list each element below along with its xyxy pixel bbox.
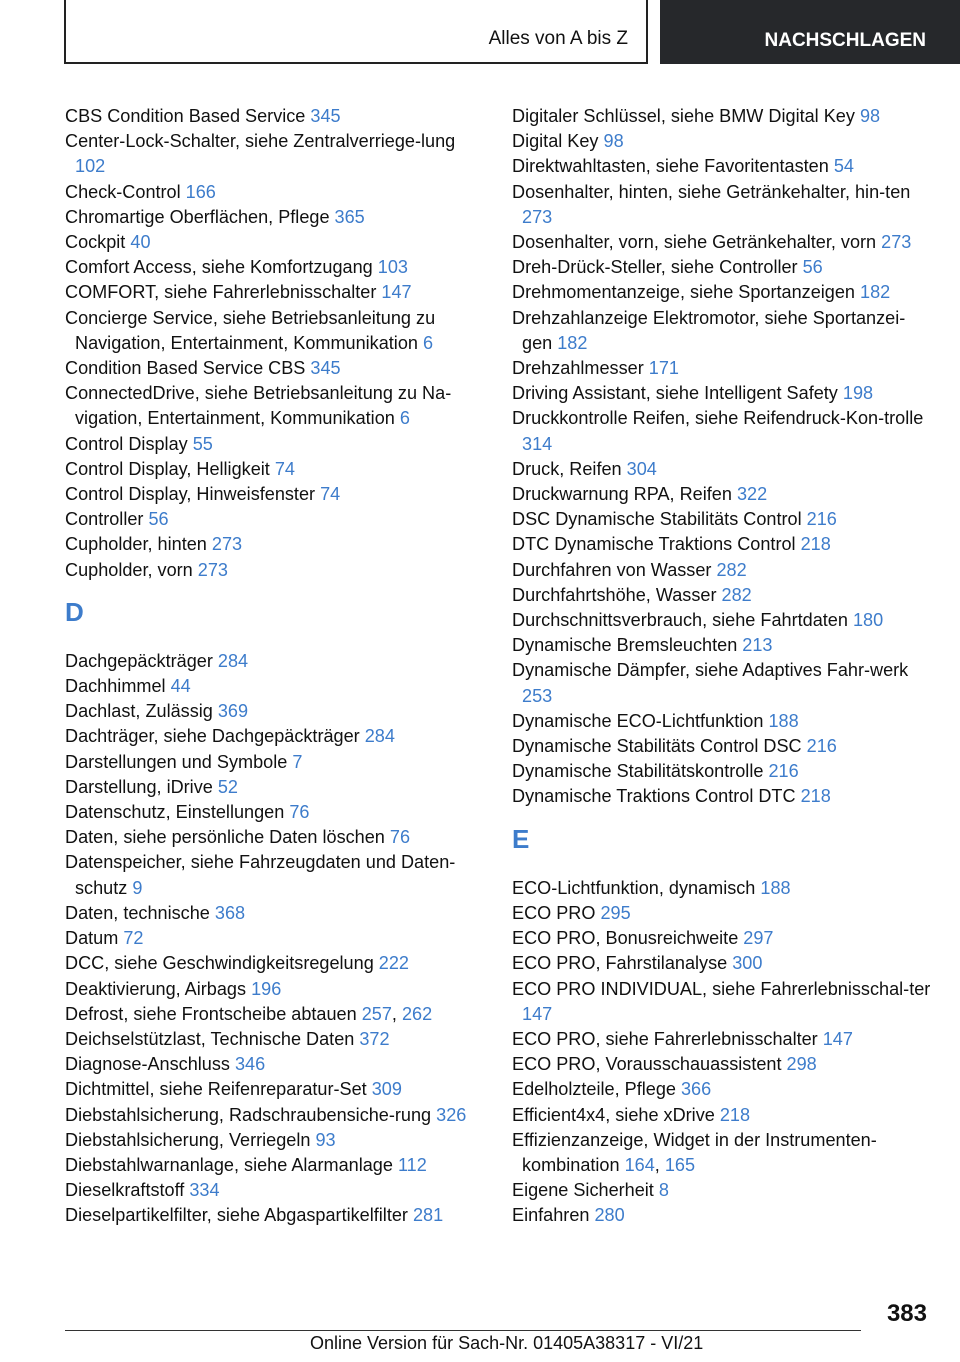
- page-reference-link[interactable]: 284: [364, 726, 395, 747]
- index-entry: [65, 1153, 485, 1178]
- index-entry-term: Center-Lock-Schalter, siehe Zentralverriege‐lung: [65, 131, 456, 152]
- index-entry: [65, 457, 485, 482]
- page-reference-link[interactable]: 98: [603, 131, 624, 152]
- index-entry-term: Control Display: [65, 433, 193, 454]
- index-entry: [512, 1052, 932, 1077]
- index-entry: [512, 306, 932, 356]
- index-column-right: [512, 104, 932, 1229]
- index-entry: [65, 674, 485, 699]
- index-entry: [512, 507, 932, 532]
- header-section-box: [64, 0, 648, 64]
- page-reference-link[interactable]: 334: [189, 1180, 220, 1201]
- page-reference-link[interactable]: 56: [802, 257, 823, 278]
- page-reference-link[interactable]: 76: [289, 802, 310, 823]
- index-entry-term: Concierge Service, siehe Betriebsanleitung zu Navigation, Entertainment, Kommunikation: [65, 307, 436, 353]
- index-entry-term: DCC, siehe Geschwindigkeitsregelung: [65, 953, 379, 974]
- index-entry: [65, 356, 485, 381]
- index-entry: [65, 558, 485, 583]
- footer-divider: [65, 1330, 861, 1331]
- index-entry: [512, 230, 932, 255]
- index-entry-term: Edelholzteile, Pflege: [512, 1079, 681, 1100]
- index-entry-term: Defrost, siehe Frontscheibe abtauen: [65, 1003, 362, 1024]
- index-entry: [65, 129, 485, 179]
- index-entry-term: ECO PRO INDIVIDUAL, siehe Fahrerlebnisschal‐ter: [512, 978, 931, 999]
- index-entry-term: Diebstahlsicherung, Verriegeln: [65, 1129, 316, 1150]
- page-reference-link[interactable]: 273: [211, 534, 243, 555]
- index-entry-term: Durchfahren von Wasser: [512, 559, 717, 580]
- index-letter-heading: D: [65, 596, 84, 627]
- index-entry: Effizienzanzeige, Widget in der Instrumenten‐kombination 164, 165: [512, 1129, 877, 1175]
- index-entry-term: Dosenhalter, vorn, siehe Getränkehalter, vorn: [512, 232, 882, 253]
- index-entry-term: Dachlast, Zulässig: [65, 701, 218, 722]
- index-entry-term: DTC Dynamische Traktions Control: [512, 534, 801, 555]
- index-entry: [65, 104, 485, 129]
- page-reference-link[interactable]: 147: [522, 1003, 553, 1024]
- index-entry: [65, 649, 485, 674]
- index-entry: [512, 926, 932, 951]
- page-reference-link[interactable]: 345: [310, 358, 341, 379]
- page-reference-link[interactable]: 165: [664, 1154, 696, 1175]
- index-entry: [65, 951, 485, 976]
- page-reference-link[interactable]: 314: [522, 433, 553, 454]
- index-entry: [65, 1027, 485, 1052]
- page-reference-link[interactable]: 166: [185, 181, 216, 202]
- page-reference-link[interactable]: 218: [800, 534, 831, 555]
- page-reference-link[interactable]: 188: [768, 710, 799, 731]
- index-entry-term: Druckkontrolle Reifen, siehe Reifendruck-Kon‐trolle: [512, 408, 924, 429]
- index-entry: [512, 180, 932, 230]
- index-entry-term: Dieselpartikelfilter, siehe Abgaspartikelfilter: [65, 1205, 413, 1226]
- index-entry: [512, 759, 932, 784]
- index-entry-term: Dynamische Stabilitätskontrolle: [512, 761, 769, 782]
- index-entry-term: Direktwahltasten, siehe Favoritentasten: [512, 156, 834, 177]
- page-reference-link[interactable]: 74: [274, 458, 295, 479]
- index-entry: [512, 658, 932, 708]
- index-entry-term: Eigene Sicherheit: [512, 1180, 659, 1201]
- page-reference-link[interactable]: 6: [422, 332, 434, 353]
- index-entry-term: Dieselkraftstoff: [65, 1180, 190, 1201]
- page-reference-link[interactable]: 326: [436, 1104, 467, 1125]
- index-entry: [65, 724, 485, 749]
- index-entry: [512, 457, 932, 482]
- page-reference-link[interactable]: 93: [315, 1129, 336, 1150]
- page-reference-link[interactable]: 98: [859, 106, 881, 126]
- index-entry-term: Deaktivierung, Airbags: [65, 978, 252, 999]
- page-reference-link[interactable]: 216: [768, 761, 799, 782]
- page-reference-link[interactable]: 282: [716, 559, 747, 580]
- index-entry: [512, 532, 932, 557]
- index-entry-term: Datenschutz, Einstellungen: [65, 802, 290, 823]
- index-entry: [65, 800, 485, 825]
- page-reference-link[interactable]: 76: [389, 827, 411, 848]
- index-entry-term: Driving Assistant, siehe Intelligent Safety: [512, 383, 843, 404]
- footer-online-version: Online Version für Sach-Nr. 01405A38317 - VI/21: [310, 1333, 704, 1353]
- page-reference-link[interactable]: 44: [170, 676, 191, 697]
- index-entry-term: Daten, technische: [65, 902, 215, 923]
- index-entry-term: Dynamische Traktions Control DTC: [512, 786, 801, 807]
- page-reference-link[interactable]: 147: [822, 1028, 853, 1049]
- index-entry-term: ECO PRO: [512, 902, 601, 923]
- index-entry-term: Effizienzanzeige, Widget in der Instrumenten‐kombination: [512, 1129, 877, 1175]
- index-entry-term: Chromartige Oberflächen, Pflege: [65, 206, 335, 227]
- index-entry: [512, 1103, 932, 1128]
- page-reference-link[interactable]: 9: [132, 877, 143, 898]
- index-entry-term: Durchschnittsverbrauch, siehe Fahrtdaten: [512, 610, 853, 631]
- index-entry-term: Darstellungen und Symbole: [65, 751, 293, 772]
- page-reference-link[interactable]: 40: [130, 232, 151, 253]
- index-entry-term: Cockpit: [65, 232, 131, 253]
- index-entry: [512, 876, 932, 901]
- page-reference-link[interactable]: 257: [361, 1003, 392, 1024]
- index-entry: [512, 709, 932, 734]
- index-entry-term: Dachgepäckträger: [65, 650, 218, 671]
- page-reference-link[interactable]: 372: [359, 1028, 390, 1049]
- index-entry-term: Drehzahlmesser: [512, 358, 649, 379]
- page-reference-link[interactable]: 280: [594, 1205, 625, 1226]
- index-entry-term: Diebstahlsicherung, Radschraubensiche‐rung: [65, 1104, 437, 1125]
- index-entry: [512, 381, 932, 406]
- index-column-left: [65, 104, 485, 1229]
- index-entry-term: Daten, siehe persönliche Daten löschen: [65, 827, 390, 848]
- page-reference-link[interactable]: 6: [399, 408, 410, 429]
- index-entry: [512, 1027, 932, 1052]
- index-entry: [512, 255, 932, 280]
- index-entry: [65, 280, 485, 305]
- page-reference-link[interactable]: 366: [680, 1079, 712, 1100]
- index-entry-term: Digital Key: [512, 131, 604, 152]
- index-entry: [65, 699, 485, 724]
- index-entry: [512, 784, 932, 809]
- page-reference-link[interactable]: 216: [806, 736, 837, 757]
- index-entry: [65, 750, 485, 775]
- page-reference-link[interactable]: 8: [658, 1180, 669, 1201]
- page-reference-link[interactable]: 198: [842, 383, 874, 404]
- page-reference-link[interactable]: 52: [217, 776, 238, 797]
- index-entry-term: Einfahren: [512, 1205, 595, 1226]
- page-reference-link[interactable]: 222: [378, 953, 409, 974]
- index-entry-term: ECO PRO, Vorausschauassistent: [512, 1054, 787, 1075]
- page-reference-link[interactable]: 103: [377, 257, 408, 278]
- index-entry-term: Digitaler Schlüssel, siehe BMW Digital Key: [512, 106, 860, 126]
- index-entry-term: Dichtmittel, siehe Reifenreparatur-Set: [65, 1079, 372, 1100]
- index-entry-term: Datenspeicher, siehe Fahrzeugdaten und Daten‐schutz: [65, 852, 456, 898]
- index-entry: [65, 1128, 485, 1153]
- index-entry: [512, 356, 932, 381]
- index-entry-term: Cupholder, vorn: [65, 559, 198, 580]
- index-entry-term: ECO PRO, siehe Fahrerlebnisschalter: [512, 1028, 823, 1049]
- page-reference-link[interactable]: 171: [648, 358, 679, 379]
- index-entry: [65, 901, 485, 926]
- page-reference-link[interactable]: 300: [732, 953, 763, 974]
- index-entry: [512, 608, 932, 633]
- page-reference-link[interactable]: 74: [320, 484, 341, 505]
- index-entry-term: Dachhimmel: [65, 676, 171, 697]
- index-entry: [512, 558, 932, 583]
- page-reference-link[interactable]: 253: [522, 685, 553, 706]
- page-reference-link[interactable]: 72: [123, 928, 144, 949]
- index-entry: [512, 154, 932, 179]
- page-reference-link[interactable]: 345: [310, 106, 341, 126]
- page-reference-link[interactable]: 297: [743, 928, 774, 949]
- index-entry: [65, 977, 485, 1002]
- index-entry: [65, 482, 485, 507]
- index-entry-term: Deichselstützlast, Technische Daten: [65, 1028, 360, 1049]
- page-reference-link[interactable]: 55: [192, 433, 213, 454]
- index-entry: [65, 1077, 485, 1102]
- page-reference-link[interactable]: 218: [719, 1104, 751, 1125]
- index-entry: [65, 230, 485, 255]
- page-reference-link[interactable]: 304: [626, 458, 657, 479]
- index-entry: [65, 850, 485, 900]
- page-reference-link[interactable]: 182: [860, 282, 891, 303]
- index-entry-term: Control Display, Hinweisfenster: [65, 484, 321, 505]
- index-entry-term: Check-Control: [65, 181, 186, 202]
- index-entry: [65, 775, 485, 800]
- index-entry: [65, 926, 485, 951]
- index-entry-term: ECO PRO, Fahrstilanalyse: [512, 953, 733, 974]
- index-entry: [65, 255, 485, 280]
- index-entry: [512, 482, 932, 507]
- page-reference-link[interactable]: 147: [381, 282, 412, 303]
- index-entry-term: Dynamische Stabilitäts Control DSC: [512, 736, 807, 757]
- index-entry-term: Control Display, Helligkeit: [65, 458, 275, 479]
- page-reference-link[interactable]: 273: [197, 559, 228, 580]
- index-entry: [512, 104, 932, 129]
- index-entry: [65, 1203, 485, 1228]
- index-entry-term: Drehzahlanzeige Elektromotor, siehe Sportanzei‐gen: [512, 307, 906, 353]
- index-entry-term: Dachträger, siehe Dachgepäckträger: [65, 726, 365, 747]
- index-entry: [512, 583, 932, 608]
- page-reference-link[interactable]: 273: [522, 206, 553, 227]
- index-entry: [65, 532, 485, 557]
- index-entry: [65, 507, 485, 532]
- page-reference-link[interactable]: 213: [742, 635, 773, 656]
- index-entry-term: Dynamische Dämpfer, siehe Adaptives Fahr‐werk: [512, 660, 909, 681]
- index-entry-term: Comfort Access, siehe Komfortzugang: [65, 257, 378, 278]
- index-entry: [65, 1178, 485, 1203]
- index-entry-term: ECO-Lichtfunktion, dynamisch: [512, 877, 761, 898]
- index-entry: [512, 280, 932, 305]
- index-entry-term: Dosenhalter, hinten, siehe Getränkehalter, hin‐ten: [512, 181, 911, 202]
- index-entry-term: Dynamische Bremsleuchten: [512, 635, 743, 656]
- page-number: 383: [886, 1300, 927, 1327]
- page-reference-link[interactable]: 262: [401, 1003, 433, 1024]
- page-reference-link[interactable]: 188: [760, 877, 791, 898]
- index-entry-term: Diagnose-Anschluss: [65, 1054, 235, 1075]
- index-entry: [512, 633, 932, 658]
- index-entry: [512, 734, 932, 759]
- page-reference-link[interactable]: 368: [214, 902, 246, 923]
- index-entry: [512, 977, 932, 1027]
- index-entry: [512, 951, 932, 976]
- index-entry: [512, 129, 932, 154]
- index-entry-term: Druckwarnung RPA, Reifen: [512, 484, 737, 505]
- page-reference-link[interactable]: 182: [557, 332, 588, 353]
- index-entry-term: DSC Dynamische Stabilitäts Control: [512, 509, 807, 530]
- index-entry-term: Dreh-Drück-Steller, siehe Controller: [512, 257, 803, 278]
- page-reference-link[interactable]: 273: [881, 232, 912, 253]
- index-entry-term: Cupholder, hinten: [65, 534, 212, 555]
- index-entry-term: ECO PRO, Bonusreichweite: [512, 928, 744, 949]
- page-reference-link[interactable]: 282: [721, 584, 752, 605]
- page-reference-link[interactable]: 322: [736, 484, 768, 505]
- index-entry: Defrost, siehe Frontscheibe abtauen 257, 262: [65, 1003, 433, 1024]
- section-title: Alles von A bis Z: [488, 28, 628, 49]
- index-entry-term: Condition Based Service CBS: [65, 358, 311, 379]
- page-reference-link[interactable]: 309: [371, 1079, 402, 1100]
- index-entry: [65, 381, 485, 431]
- page-reference-link[interactable]: 369: [217, 701, 249, 722]
- index-entry-term: Druck, Reifen: [512, 458, 627, 479]
- index-entry-term: Controller: [65, 509, 149, 530]
- index-entry: [512, 1077, 932, 1102]
- index-entry: [65, 205, 485, 230]
- index-entry-term: ConnectedDrive, siehe Betriebsanleitung zu Na‐vigation, Entertainment, Kommunikation: [65, 383, 452, 429]
- index-entry: [65, 432, 485, 457]
- page-reference-link[interactable]: 7: [292, 751, 303, 772]
- page-reference-link[interactable]: 365: [334, 206, 365, 227]
- page-reference-link[interactable]: 196: [251, 978, 282, 999]
- index-entry: [512, 406, 932, 456]
- chapter-title: NACHSCHLAGEN: [764, 30, 926, 51]
- index-entry: [512, 1203, 932, 1228]
- page-reference-link[interactable]: 281: [412, 1205, 444, 1226]
- index-entry-term: COMFORT, siehe Fahrerlebnisschalter: [65, 282, 382, 303]
- page-reference-link[interactable]: 284: [217, 650, 249, 671]
- page-reference-link[interactable]: 56: [148, 509, 169, 530]
- page-reference-link[interactable]: 54: [833, 156, 854, 177]
- index-entry-term: Efficient4x4, siehe xDrive: [512, 1104, 720, 1125]
- index-entry-term: Diebstahlwarnanlage, siehe Alarmanlage: [65, 1154, 398, 1175]
- index-entry-term: Datum: [65, 928, 124, 949]
- index-entry-term: CBS Condition Based Service: [65, 106, 311, 126]
- index-entry: [65, 825, 485, 850]
- page-reference-link[interactable]: 112: [397, 1154, 427, 1175]
- index-entry-term: Darstellung, iDrive: [65, 776, 218, 797]
- index-entry: [65, 1052, 485, 1077]
- index-entry: [65, 180, 485, 205]
- index-entry-term: Durchfahrtshöhe, Wasser: [512, 584, 722, 605]
- page-reference-link[interactable]: 218: [800, 786, 831, 807]
- page-reference-link[interactable]: 180: [852, 610, 884, 631]
- page-reference-link[interactable]: 295: [600, 902, 631, 923]
- page-reference-link[interactable]: 298: [786, 1054, 817, 1075]
- page-reference-link[interactable]: 102: [75, 156, 106, 177]
- index-entry-term: Dynamische ECO-Lichtfunktion: [512, 710, 769, 731]
- page-reference-link[interactable]: 346: [234, 1054, 266, 1075]
- index-entry: [512, 1178, 932, 1203]
- index-entry: [512, 901, 932, 926]
- page-reference-link[interactable]: 164: [624, 1154, 655, 1175]
- index-letter-heading: E: [512, 823, 530, 854]
- page-reference-link[interactable]: 216: [806, 509, 837, 530]
- header-chapter-box: [660, 0, 960, 64]
- index-entry-term: Drehmomentanzeige, siehe Sportanzeigen: [512, 282, 861, 303]
- index-entry: [65, 1103, 485, 1128]
- index-entry: [65, 306, 485, 356]
